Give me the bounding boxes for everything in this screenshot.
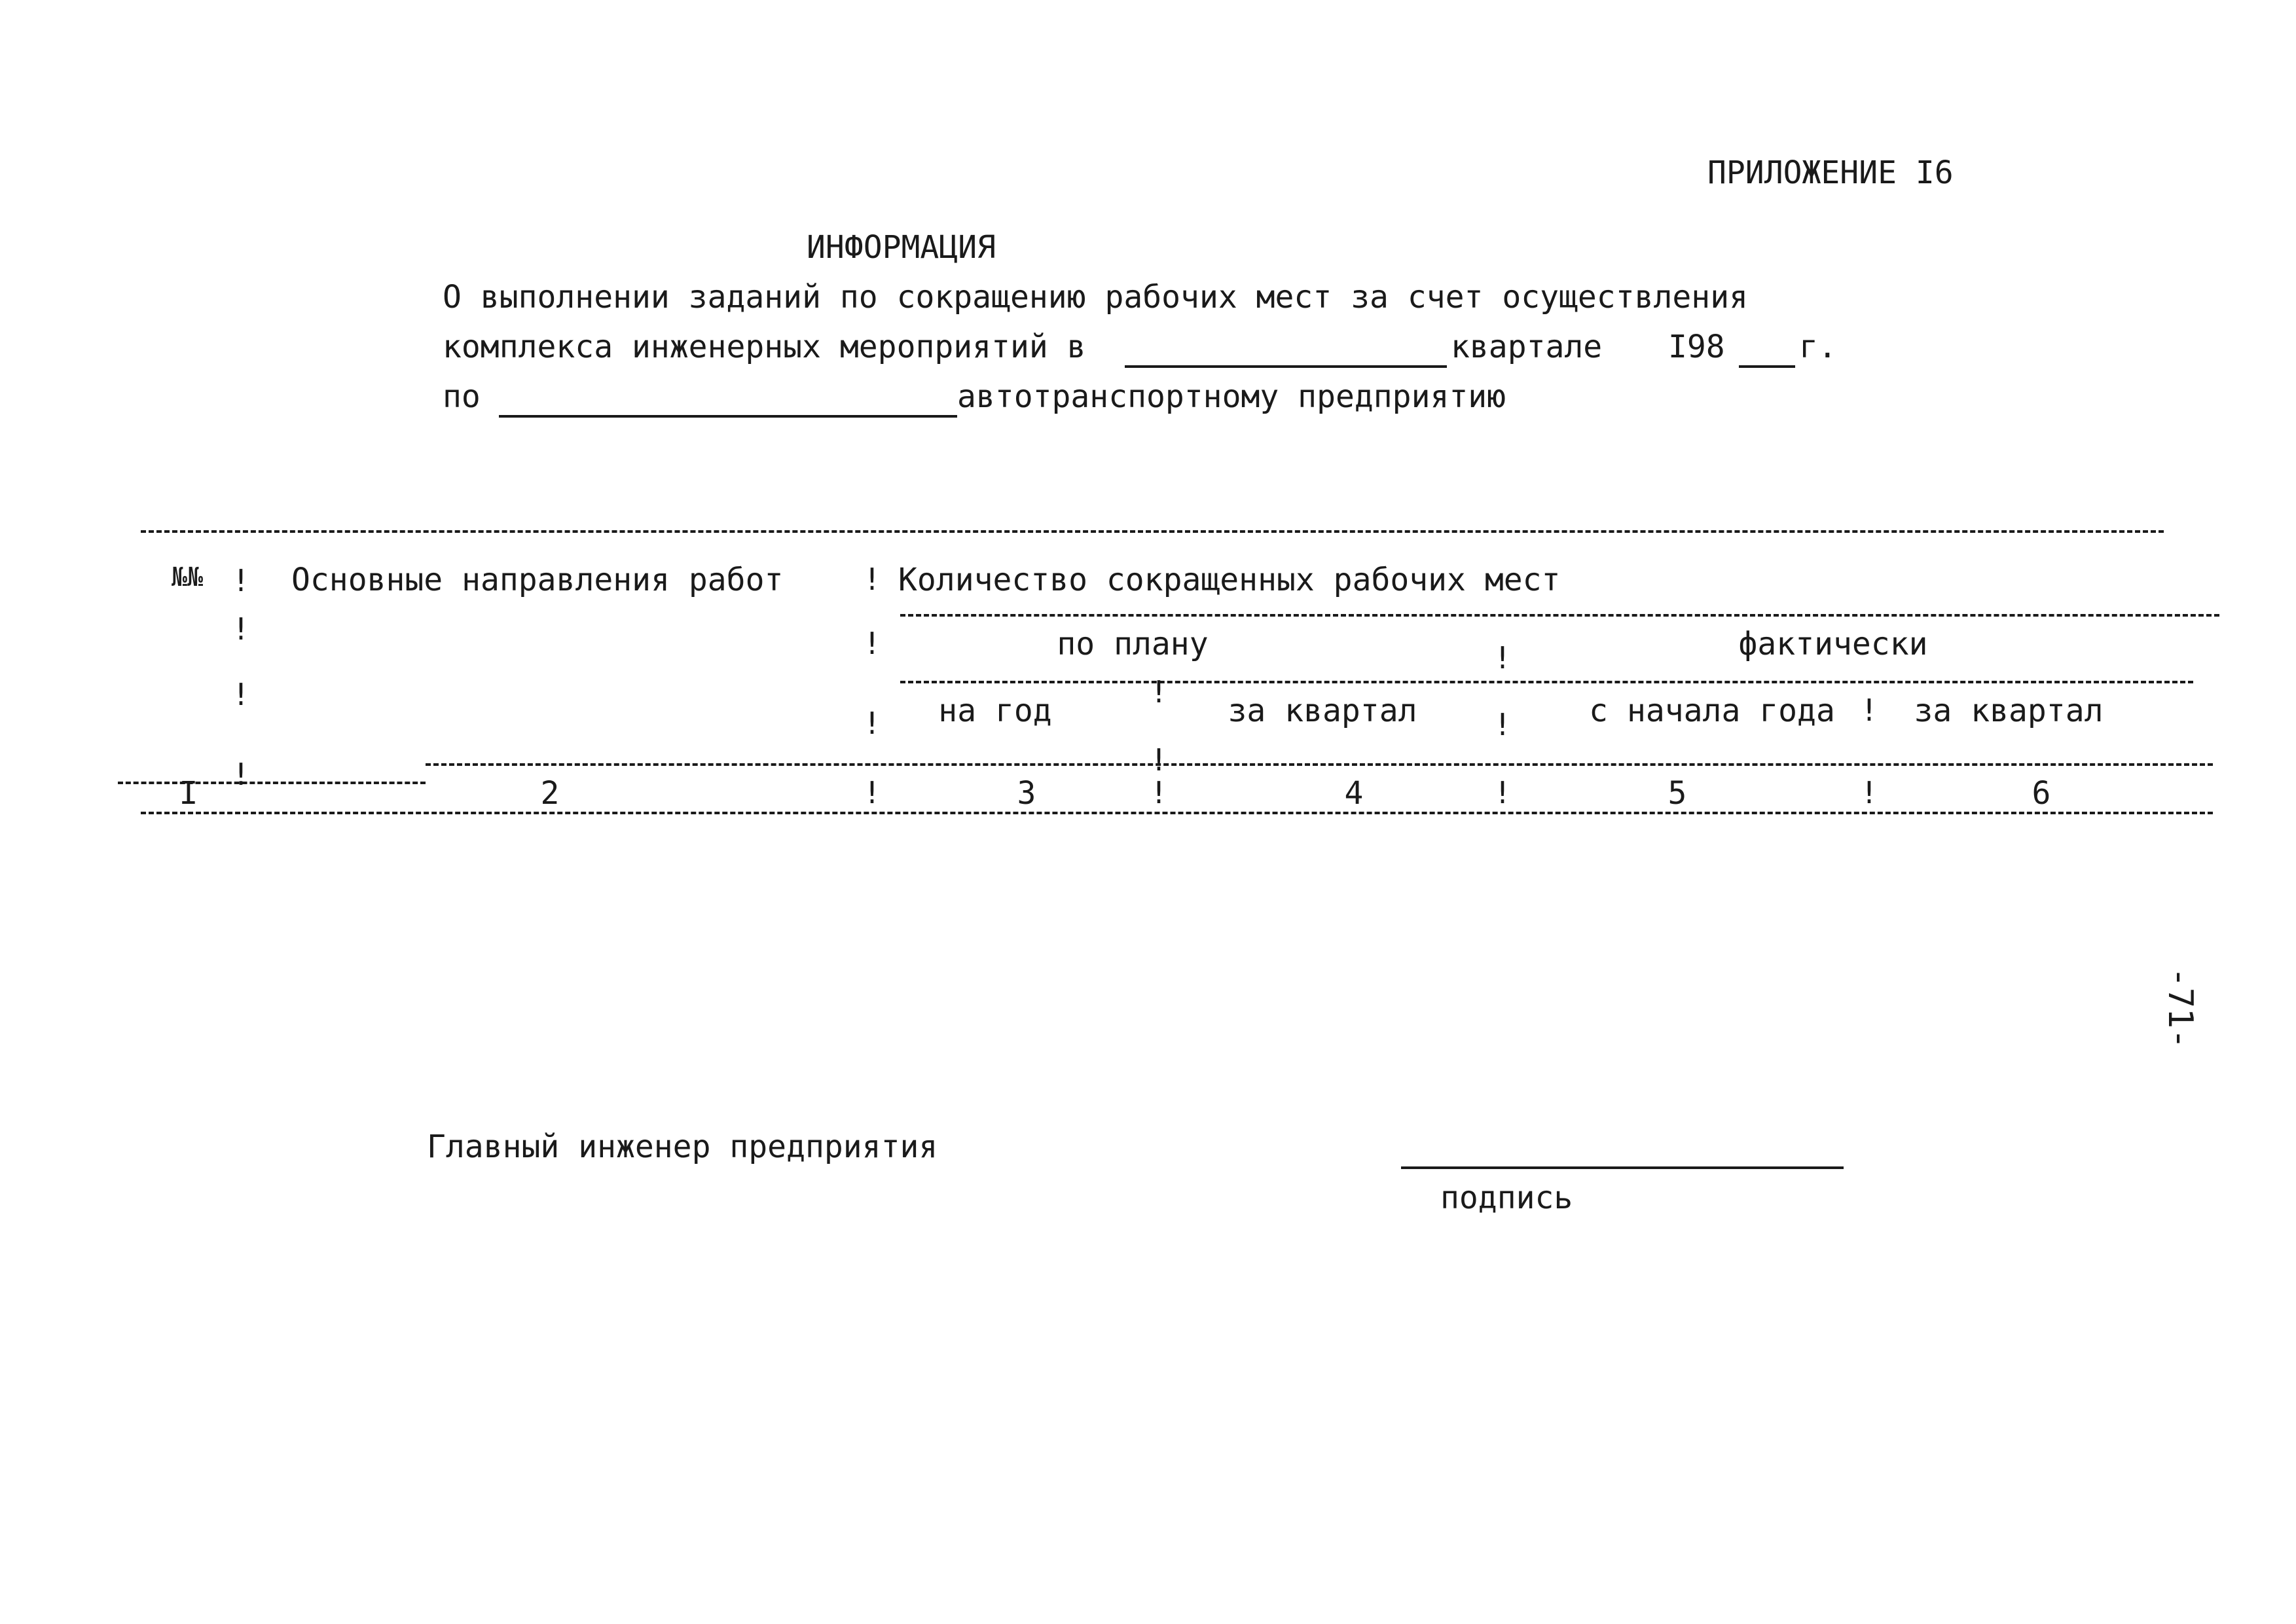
header-number-sign: №№ bbox=[172, 562, 204, 592]
table-rule-plan-actual bbox=[900, 681, 2193, 683]
signature-label: подпись bbox=[1440, 1180, 1573, 1216]
enterprise-blank bbox=[499, 415, 957, 418]
header-actual: фактически bbox=[1738, 626, 1928, 662]
subtitle-line-3-suffix: автотранспортному предприятию bbox=[957, 378, 1506, 415]
table-rule-count bbox=[900, 614, 2219, 617]
separator-mark: ! bbox=[1860, 693, 1878, 728]
header-per-year: на год bbox=[938, 693, 1052, 729]
header-per-quarter-plan: за квартал bbox=[1228, 693, 1417, 729]
header-since-year-start: с начала года bbox=[1589, 693, 1835, 729]
chief-engineer-label: Главный инженер предприятия bbox=[427, 1128, 938, 1165]
separator-mark: ! bbox=[1860, 775, 1878, 810]
column-number-2: 2 bbox=[540, 775, 560, 812]
separator-mark: ! bbox=[1493, 775, 1512, 810]
table-rule-no-column bbox=[118, 782, 426, 784]
separator-mark: ! bbox=[232, 611, 250, 647]
subtitle-line-1: О выполнении заданий по сокращению рабочих мест за счет осуществления bbox=[443, 279, 1748, 316]
separator-mark: ! bbox=[863, 706, 881, 741]
column-number-6: 6 bbox=[2032, 775, 2051, 812]
header-reduced-count: Количество сокращенных рабочих мест bbox=[898, 562, 1561, 598]
quarter-blank bbox=[1125, 365, 1447, 368]
header-per-quarter-actual: за квартал bbox=[1914, 693, 2104, 729]
column-number-1: I bbox=[179, 775, 198, 812]
subtitle-year-prefix: I98 bbox=[1668, 329, 1725, 365]
subtitle-line-2-prefix: комплекса инженерных мероприятий в bbox=[443, 329, 1086, 365]
table-rule-header-bottom bbox=[426, 763, 2213, 766]
separator-mark: ! bbox=[863, 626, 881, 661]
year-blank bbox=[1739, 365, 1795, 368]
header-main-directions: Основные направления работ bbox=[291, 562, 784, 598]
signature-line bbox=[1401, 1166, 1844, 1169]
page-number: -71- bbox=[2160, 967, 2200, 1049]
separator-mark: ! bbox=[232, 757, 250, 792]
column-number-3: 3 bbox=[1017, 775, 1036, 812]
subtitle-quarter-word: квартале bbox=[1451, 329, 1603, 365]
separator-mark: ! bbox=[1150, 775, 1168, 810]
column-number-4: 4 bbox=[1344, 775, 1364, 812]
separator-mark: ! bbox=[1493, 640, 1512, 676]
separator-mark: ! bbox=[1493, 707, 1512, 742]
subtitle-line-3-prefix: по bbox=[443, 378, 481, 415]
header-by-plan: по плану bbox=[1057, 626, 1209, 662]
table-bottom-rule bbox=[141, 812, 2213, 814]
separator-mark: ! bbox=[232, 677, 250, 712]
separator-mark: ! bbox=[1150, 742, 1168, 778]
separator-mark: ! bbox=[232, 563, 250, 598]
document-title: ИНФОРМАЦИЯ bbox=[807, 229, 996, 266]
table-top-rule bbox=[141, 530, 2164, 533]
separator-mark: ! bbox=[1150, 674, 1168, 710]
appendix-label: ПРИЛОЖЕНИЕ I6 bbox=[1707, 154, 1954, 191]
separator-mark: ! bbox=[863, 562, 881, 597]
column-number-5: 5 bbox=[1667, 775, 1687, 812]
separator-mark: ! bbox=[863, 775, 881, 810]
subtitle-year-suffix: г. bbox=[1799, 329, 1837, 365]
